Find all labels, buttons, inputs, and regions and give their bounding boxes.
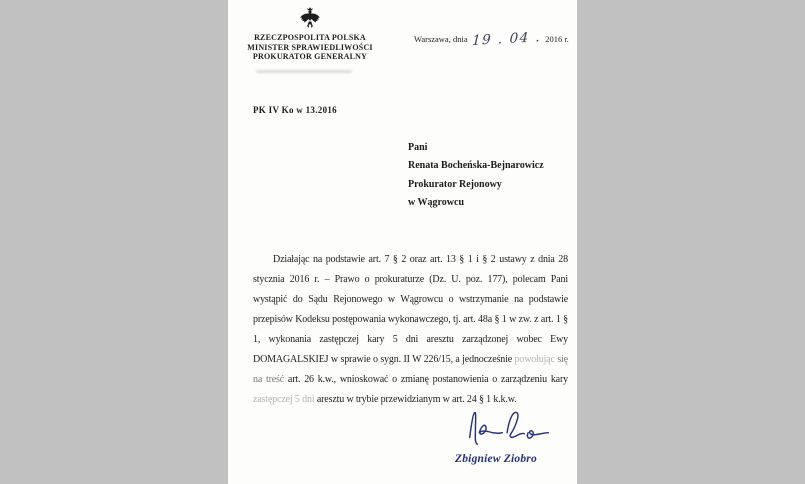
letterhead-prosecutor-general: PROKURATOR GENERALNY (252, 52, 368, 61)
letterhead-country: RZECZPOSPOLITA POLSKA (254, 33, 366, 42)
body-text-segment-faded: powołując (514, 354, 555, 365)
date-prefix: Warszawa, dnia (414, 34, 468, 44)
body-text-segment: Działając na podstawie art. 7 § 2 oraz art. 13 § 1 i § 2 ustawy z dnia 28 stycznia 2016 r. – Prawo o prokuraturze (Dz. U. poz. 177), polecam Pani wystąpić do Sądu Rejonowego w Wągrowcu o wstrzymanie na podstawie przepisów Kodeksu postępowania wykonawczego, tj. art. 48a § 1 w zw. z art. 1 § 1, wykonania zastępczej kary 5 dni aresztu zarządzonej wobec Ewy DOMAGALSKIEJ w sprawie o sygn. II W 226/15, a jednocześnie (253, 254, 568, 365)
body-text-segment: art. 26 k.w., wnioskować o zmianę postanowienia o zarządzeniu kary (287, 374, 568, 385)
case-reference: PK IV Ko w 13.2016 (253, 105, 337, 115)
letter-body (253, 250, 568, 410)
body-text-segment: aresztu w trybie przewidzianym w art. 24 § 1 k.k.w. (316, 394, 517, 405)
polish-eagle-emblem-icon (299, 6, 321, 30)
letterhead (236, 6, 384, 62)
addressee-block (408, 139, 544, 213)
signatory-name: Zbigniew Ziobro (455, 453, 537, 465)
addressee-name: Renata Bocheńska-Bejnarowicz (408, 160, 544, 172)
handwritten-signature (463, 403, 555, 449)
body-text-segment-mid: się na treść (253, 354, 568, 385)
addressee-salutation: Pani (408, 142, 428, 153)
body-text-segment-faded: zastępczej 5 dni (253, 394, 315, 405)
scan-smudge (256, 70, 352, 73)
letter-document (228, 0, 577, 484)
addressee-location: w Wągrowcu (408, 197, 465, 209)
dateline (414, 29, 574, 49)
date-year: 2016 r. (545, 34, 569, 44)
addressee-title: Prokurator Rejonowy (408, 178, 502, 190)
handwritten-date: 19 . 04 . (471, 29, 542, 49)
letterhead-minister: MINISTER SPRAWIEDLIWOŚCI (247, 42, 373, 52)
signature-block (455, 403, 585, 465)
